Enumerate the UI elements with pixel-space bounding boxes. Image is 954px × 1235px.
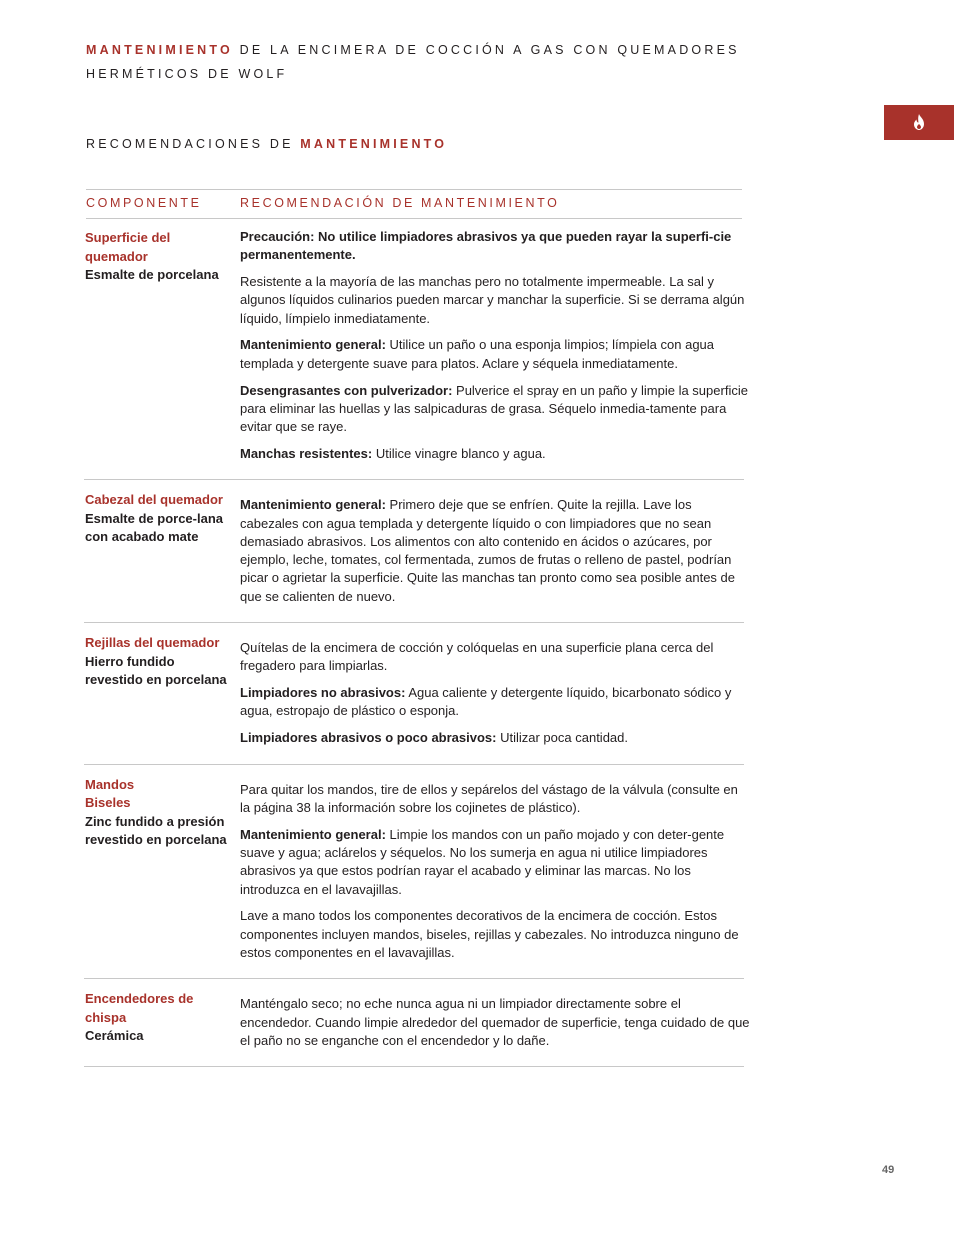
- recommendation-cell: [240, 490, 750, 606]
- table-header: [86, 189, 742, 219]
- recommendation-paragraph: [240, 729, 750, 747]
- recommendation-paragraph: [240, 336, 750, 373]
- paragraph-text: Para quitar los mandos, tire de ellos y sepárelos del vástago de la válvula (consulte en la página 38 la información sobre los cojinetes de plástico).: [240, 781, 738, 815]
- paragraph-bold: Precaución: No utilice limpiadores abrasivos ya que pueden rayar la superfi-cie permanentemente.: [240, 229, 732, 263]
- header-title-rest: DE LA ENCIMERA DE COCCIÓN A GAS CON QUEMADORES: [232, 43, 740, 57]
- paragraph-text: Agua caliente y detergente líquido, bicarbonato sódico y agua, estropajo de plástico o esponja.: [240, 685, 732, 719]
- component-cell: [85, 634, 230, 690]
- component-name: Mandos Biseles: [85, 776, 135, 811]
- paragraph-text: Utilice un paño o una esponja limpios; límpiela con agua templada y detergente suave para platos. Aclare y séquela inmediatamente.: [240, 337, 715, 371]
- header-title-bold: MANTENIMIENTO: [86, 43, 233, 57]
- component-cell: [85, 491, 230, 547]
- recommendation-cell: [240, 633, 750, 747]
- component-name: Rejillas del quemador: [85, 635, 220, 651]
- paragraph-text: Utilice vinagre blanco y agua.: [372, 445, 546, 461]
- paragraph-text: Limpie los mandos con un paño mojado y con deter-gente suave y agua; aclárelos y séquelos. No los sumerja en agua ni utilice limpiadores abrasivos ya que estos podrían rayar el acabado y eliminar las marcas. No los introduzca en el lavavajillas.: [240, 826, 725, 897]
- component-cell: [85, 990, 230, 1046]
- recommendation-paragraph: [240, 639, 750, 676]
- paragraph-text: Resistente a la mayoría de las manchas pero no totalmente impermeable. La sal y algunos líquidos culinarios pueden marcar y manchar la superficie. Si se derrama algún líquido, límpielo inmediatamente.: [240, 274, 745, 326]
- component-material: Zinc fundido a presión revestido en porcelana: [85, 813, 227, 848]
- recommendation-paragraph: [240, 826, 750, 899]
- paragraph-bold: Desengrasantes con pulverizador:: [240, 382, 453, 398]
- paragraph-text: Pulverice el spray en un paño y limpie la superficie para eliminar las huellas y las salpicaduras de grasa. Séquelo inmedia-tamente para evitar que se raye.: [240, 382, 748, 435]
- component-name: Superficie del quemador: [85, 230, 171, 264]
- table-row: [84, 480, 744, 623]
- table-row: [84, 218, 748, 480]
- recommendation-paragraph: [240, 228, 750, 265]
- paragraph-text: Utilizar poca cantidad.: [496, 730, 628, 746]
- paragraph-text: Lave a mano todos los componentes decorativos de la encimera de cocción. Estos componentes incluyen mandos, biseles, rejillas y cabezales. No introduzca ninguno de estos componentes en el lavavajillas.: [240, 908, 739, 960]
- recommendation-paragraph: [240, 907, 750, 962]
- paragraph-text: Manténgalo seco; no eche nunca agua ni un limpiador directamente sobre el encendedor. Cuando limpie alrededor del quemador de superficie, tenga cuidado de que el paño no se enganche con el encendedor y lo dañe.: [240, 996, 750, 1048]
- recommendation-paragraph: [240, 382, 750, 437]
- component-name: Cabezal del quemador: [85, 492, 223, 508]
- paragraph-bold: Limpiadores abrasivos o poco abrasivos:: [240, 730, 497, 746]
- paragraph-bold: Mantenimiento general:: [240, 497, 386, 513]
- component-material: Hierro fundido revestido en porcelana: [85, 653, 227, 688]
- table-row: [84, 623, 744, 764]
- recommendation-cell: [240, 989, 750, 1050]
- recommendation-paragraph: [240, 496, 750, 606]
- table-row: [84, 765, 744, 980]
- paragraph-bold: Mantenimiento general:: [240, 826, 386, 842]
- table-row: [84, 979, 750, 1067]
- section-title-prefix: RECOMENDACIONES DE: [86, 137, 301, 151]
- recommendation-cell: [240, 775, 750, 963]
- paragraph-bold: Limpiadores no abrasivos:: [240, 685, 406, 701]
- page-number: 49: [882, 1164, 895, 1176]
- component-name: Encendedores de chispa: [85, 991, 194, 1025]
- column-header-component: COMPONENTE: [86, 196, 202, 210]
- component-material: Cerámica: [85, 1028, 144, 1044]
- maintenance-table: [84, 218, 750, 1067]
- component-cell: [85, 229, 230, 285]
- section-title-bold: MANTENIMIENTO: [300, 137, 448, 151]
- recommendation-paragraph: [240, 781, 750, 818]
- component-material: Esmalte de porce-lana con acabado mate: [85, 510, 223, 545]
- paragraph-text: Primero deje que se enfríen. Quite la rejilla. Lave los cabezales con agua templada y detergente líquido o con limpiadores que no sean demasiado abrasivos. Los alimentos con alto contenido en ácidos o azúcares, por ejemplo, leche, tomates, col fermentada, zumos de frutas o relleno de pastel, podrían picar o agrietar la superficie. Quite las manchas tan pronto como sea posible antes de que se calienten de nuevo.: [240, 497, 735, 604]
- recommendation-paragraph: [240, 995, 750, 1050]
- recommendation-paragraph: [240, 684, 750, 721]
- header-title-line2: HERMÉTICOS DE WOLF: [86, 67, 288, 81]
- section-tab[interactable]: [884, 105, 954, 140]
- recommendation-cell: [240, 228, 750, 463]
- section-title: [86, 137, 447, 151]
- paragraph-text: Quítelas de la encimera de cocción y colóquelas en una superficie plana cerca del fregadero para limpiarlas.: [240, 640, 714, 674]
- page-header: [86, 38, 786, 86]
- component-material: Esmalte de porcelana: [85, 267, 219, 282]
- component-cell: [85, 776, 230, 850]
- paragraph-bold: Mantenimiento general:: [240, 337, 386, 353]
- recommendation-paragraph: [240, 273, 750, 328]
- column-header-recommendation: RECOMENDACIÓN DE MANTENIMIENTO: [240, 196, 560, 210]
- recommendation-paragraph: [240, 445, 750, 463]
- paragraph-bold: Manchas resistentes:: [240, 445, 373, 461]
- flame-icon: [913, 114, 925, 130]
